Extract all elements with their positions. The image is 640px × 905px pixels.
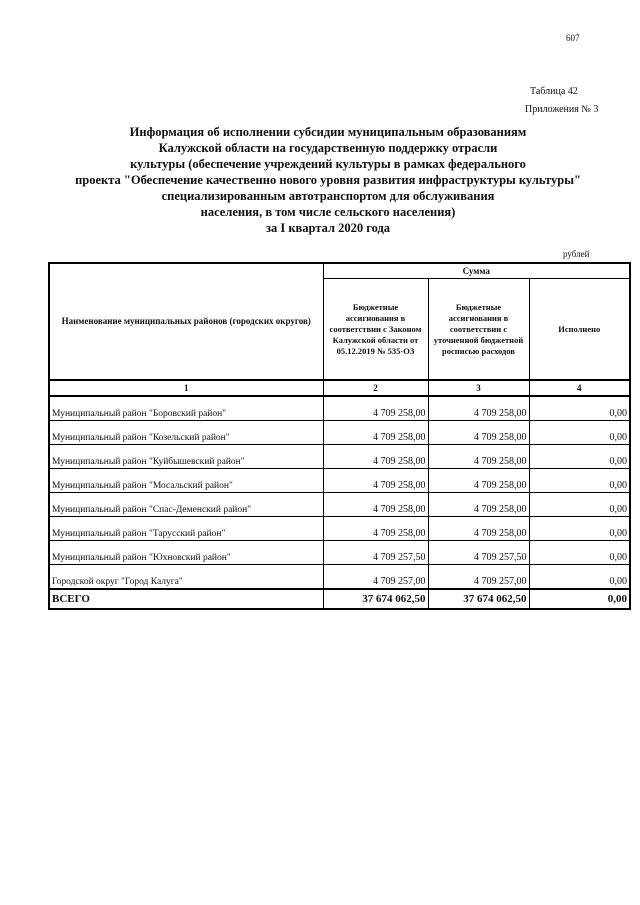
budget-law-value: 4 709 258,00 xyxy=(323,469,428,493)
column-number: 4 xyxy=(529,380,630,396)
budget-law-value: 4 709 258,00 xyxy=(323,517,428,541)
budget-law-value: 4 709 258,00 xyxy=(323,396,428,421)
total-row xyxy=(49,589,630,609)
title-line: специализированным автотранспортом для обслуживания xyxy=(161,189,495,203)
executed-value: 0,00 xyxy=(529,541,630,565)
table-row xyxy=(49,396,630,421)
district-name: Муниципальный район "Спас-Деменский район" xyxy=(49,493,323,517)
budget-law-value: 4 709 258,00 xyxy=(323,493,428,517)
budget-updated-value: 4 709 257,00 xyxy=(428,565,529,590)
title-line: населения, в том числе сельского населения) xyxy=(200,205,456,219)
subsidy-table xyxy=(48,262,631,610)
title-line: культуры (обеспечение учреждений культуры в рамках федерального xyxy=(130,157,526,171)
table-row xyxy=(49,421,630,445)
budget-updated-value: 4 709 258,00 xyxy=(428,493,529,517)
table-row xyxy=(49,541,630,565)
column-number: 2 xyxy=(323,380,428,396)
column-number-row xyxy=(49,380,630,396)
page-number: 607 xyxy=(566,33,580,43)
district-name: Муниципальный район "Тарусский район" xyxy=(49,517,323,541)
district-name: Городской округ "Город Калуга" xyxy=(49,565,323,590)
table-row xyxy=(49,445,630,469)
executed-value: 0,00 xyxy=(529,565,630,590)
total-label: ВСЕГО xyxy=(49,589,323,609)
table-row xyxy=(49,565,630,590)
appendix-label: Приложения № 3 xyxy=(525,104,599,115)
table-row xyxy=(49,493,630,517)
table-header-row xyxy=(49,263,630,279)
title-line: за I квартал 2020 года xyxy=(265,221,391,235)
executed-value: 0,00 xyxy=(529,469,630,493)
header-executed: Исполнено xyxy=(529,279,630,381)
column-number: 1 xyxy=(49,380,323,396)
executed-value: 0,00 xyxy=(529,445,630,469)
budget-updated-value: 4 709 257,50 xyxy=(428,541,529,565)
total-executed: 0,00 xyxy=(529,589,630,609)
title-line: Информация об исполнении субсидии муниципальным образованиям xyxy=(129,125,527,139)
budget-law-value: 4 709 258,00 xyxy=(323,421,428,445)
table-label: Таблица 42 xyxy=(530,86,578,97)
column-number: 3 xyxy=(428,380,529,396)
total-budget-updated: 37 674 062,50 xyxy=(428,589,529,609)
header-name-column: Наименование муниципальных районов (городских округов) xyxy=(49,263,323,380)
budget-updated-value: 4 709 258,00 xyxy=(428,445,529,469)
district-name: Муниципальный район "Мосальский район" xyxy=(49,469,323,493)
table-row xyxy=(49,469,630,493)
executed-value: 0,00 xyxy=(529,421,630,445)
district-name: Муниципальный район "Куйбышевский район" xyxy=(49,445,323,469)
title-line: проекта "Обеспечение качественно нового уровня развития инфраструктуры культуры" xyxy=(75,173,581,187)
units-label: рублей xyxy=(563,249,590,259)
budget-law-value: 4 709 257,00 xyxy=(323,565,428,590)
total-budget-law: 37 674 062,50 xyxy=(323,589,428,609)
header-budget-law: Бюджетные ассигнования в соответствии с Законом Калужской области от 05.12.2019 № 535-ОЗ xyxy=(323,279,428,381)
executed-value: 0,00 xyxy=(529,396,630,421)
budget-law-value: 4 709 258,00 xyxy=(323,445,428,469)
document-title xyxy=(40,124,616,236)
district-name: Муниципальный район "Козельский район" xyxy=(49,421,323,445)
header-budget-updated: Бюджетные ассигнования в соответствии с уточненной бюджетной росписью расходов xyxy=(428,279,529,381)
executed-value: 0,00 xyxy=(529,493,630,517)
district-name: Муниципальный район "Боровский район" xyxy=(49,396,323,421)
budget-updated-value: 4 709 258,00 xyxy=(428,469,529,493)
budget-updated-value: 4 709 258,00 xyxy=(428,517,529,541)
header-sum-group: Сумма xyxy=(323,263,630,279)
budget-law-value: 4 709 257,50 xyxy=(323,541,428,565)
executed-value: 0,00 xyxy=(529,517,630,541)
title-line: Калужской области на государственную поддержку отрасли xyxy=(158,141,498,155)
table-row xyxy=(49,517,630,541)
district-name: Муниципальный район "Юхновский район" xyxy=(49,541,323,565)
budget-updated-value: 4 709 258,00 xyxy=(428,421,529,445)
budget-updated-value: 4 709 258,00 xyxy=(428,396,529,421)
